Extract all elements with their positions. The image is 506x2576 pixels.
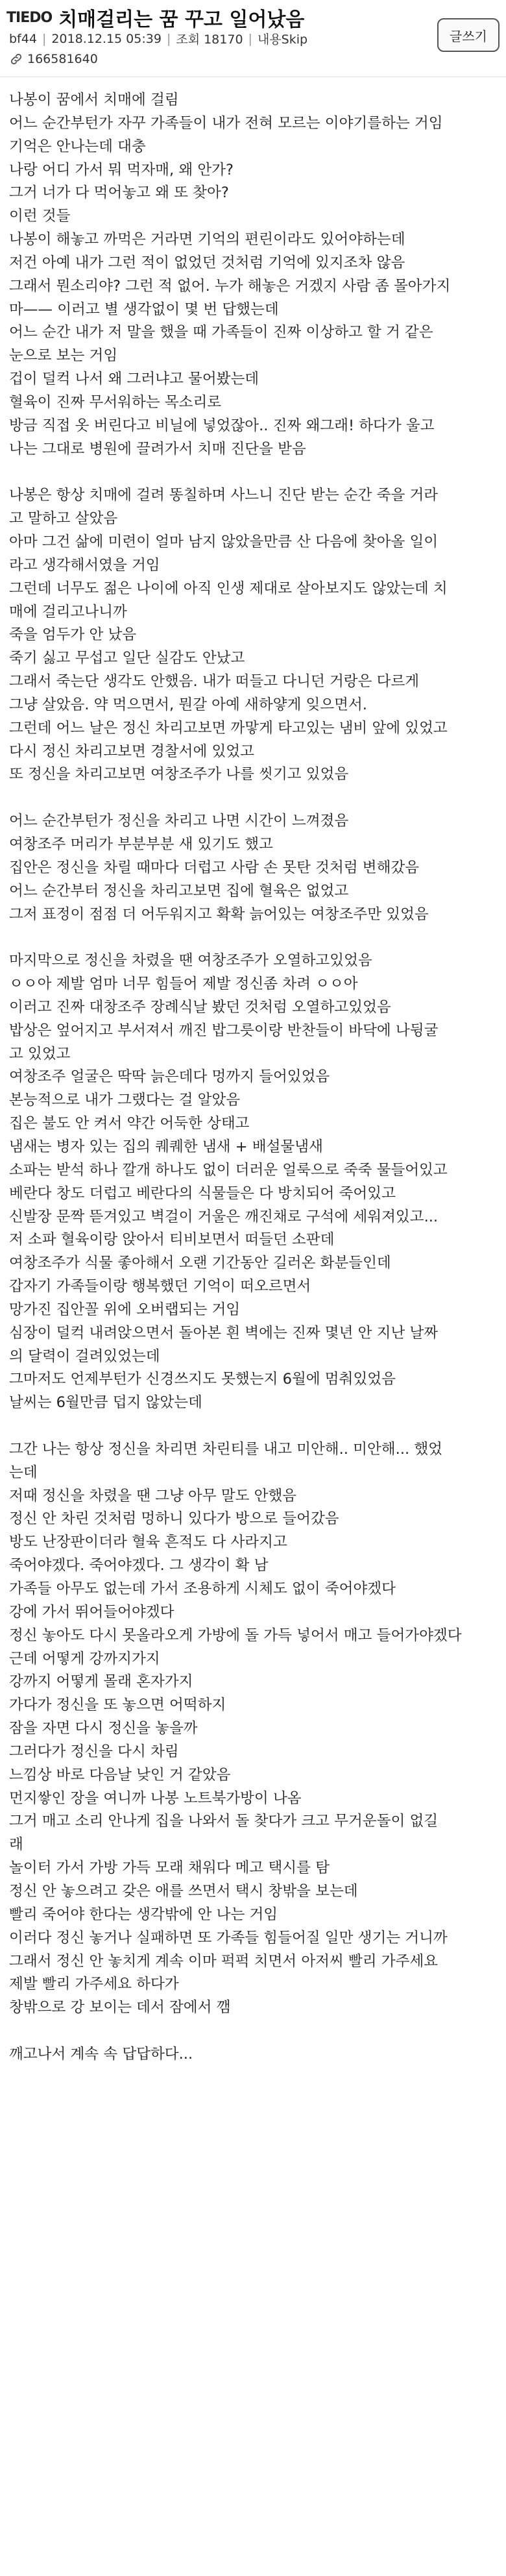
post-link[interactable] [9, 52, 98, 66]
body-line: 나봉은 항상 치매에 걸려 똥칠하며 사느니 진단 받는 순간 죽을 거라 [9, 487, 439, 504]
body-line: 심장이 덜컥 내려앉으면서 돌아본 흰 벽에는 진짜 몇년 안 지난 날짜 [9, 1324, 439, 1342]
body-line: 신발장 문짝 뜯겨있고 벽걸이 거울은 깨진채로 구석에 세워져있고... [9, 1208, 439, 1225]
body-line: 저건 아예 내가 그런 적이 없었던 것처럼 기억에 있지조차 않음 [9, 254, 405, 271]
skip-content-link[interactable]: 내용Skip [257, 32, 308, 47]
body-line: 라고 생각해서였을 거임 [9, 556, 160, 574]
body-line: 기억은 안나는데 대충 [9, 138, 146, 155]
body-line: 망가진 집안꼴 위에 오버랩되는 거임 [9, 1301, 241, 1318]
body-line: 나랑 어디 가서 뭐 먹자매, 왜 안가? [9, 161, 234, 178]
post-meta [9, 30, 307, 47]
body-line: 그마저도 언제부턴가 신경쓰지도 못했는지 6월에 멈춰있었음 [9, 1371, 396, 1388]
body-line: 는데 [9, 1464, 38, 1481]
body-line: 그런데 어느 날은 정신 차리고보면 까맣게 타고있는 냄비 앞에 있었고 [9, 719, 448, 737]
body-line [9, 787, 501, 810]
post-header [0, 0, 506, 77]
body-line: 죽을 엄두가 안 났음 [9, 626, 137, 644]
body-line: 마—— 이러고 별 생각없이 몇 번 답했는데 [9, 301, 279, 318]
body-line: 놀이터 가서 가방 가득 모래 채워다 메고 택시를 탐 [9, 1859, 330, 1877]
body-line: 정신 안 차린 것처럼 멍하니 있다가 방으로 들어갔음 [9, 1510, 339, 1528]
body-line: 집안은 정신을 차릴 때마다 더럽고 사람 손 못탄 것처럼 변해갔음 [9, 859, 420, 876]
body-line: 여창조주 얼굴은 딱딱 늙은데다 멍까지 들어있었음 [9, 1068, 330, 1086]
post-id: 166581640 [27, 52, 98, 66]
body-line: 소파는 받석 하나 깔개 하나도 없이 더러운 얼룩으로 죽죽 물들어있고 [9, 1161, 448, 1179]
body-line: 방도 난장판이더라 혈육 흔적도 다 사라지고 [9, 1534, 287, 1551]
body-line: 여창조주 머리가 부분부분 새 있기도 했고 [9, 836, 273, 853]
body-line: 다시 정신 차리고보면 경찰서에 있었고 [9, 742, 254, 760]
body-line: 밥상은 엎어지고 부서져서 깨진 밥그릇이랑 반찬들이 바닥에 나뒹굴 [9, 1022, 439, 1039]
body-line: 강에 가서 뛰어들어야겠다 [9, 1603, 175, 1621]
body-line: 강까지 어떻게 몰래 혼자가지 [9, 1673, 193, 1691]
body-line: 나봉이 해놓고 까먹은 거라면 기억의 편린이라도 있어야하는데 [9, 231, 405, 249]
body-line: 방금 직접 옷 버린다고 비닐에 넣었잖아.. 진짜 왜그래! 하다가 울고 [9, 417, 435, 434]
body-line: 그거 매고 소리 안나게 집을 나와서 돌 찾다가 크고 무거운돌이 없길 [9, 1813, 439, 1830]
body-line: 날씨는 6월만큼 덥지 않았는데 [9, 1394, 202, 1412]
body-line: 가족들 아무도 없는데 가서 조용하게 시체도 없이 죽어야겠다 [9, 1580, 396, 1597]
body-line: 아마 그건 삶에 미련이 얼마 남지 않았을만큼 산 다음에 찾아올 일이 [9, 534, 439, 551]
body-line: 의 달력이 걸려있었는데 [9, 1347, 160, 1365]
body-line: 잠을 자면 다시 정신을 놓을까 [9, 1720, 198, 1737]
body-line: 가다가 정신을 또 놓으면 어떡하지 [9, 1697, 226, 1714]
body-line: 고 있었고 [9, 1045, 71, 1062]
body-line: 빨리 죽어야 한다는 생각밖에 안 나는 거임 [9, 1906, 278, 1923]
body-line: 제발 빨리 가주세요 하다가 [9, 1976, 179, 1993]
body-line: 그러다가 정신을 다시 차림 [9, 1743, 179, 1760]
post-title: 치매걸리는 꿈 꾸고 일어났음 [58, 8, 305, 31]
body-line: 고 말하고 살았음 [9, 510, 118, 528]
body-line: 먼지쌓인 장을 여니까 나봉 노트북가방이 나옴 [9, 1789, 302, 1807]
body-line: 그런데 너무도 젊은 나이에 아직 인생 제대로 살아보지도 않았는데 치 [9, 580, 448, 597]
body-line: 겁이 덜컥 나서 왜 그러냐고 물어봤는데 [9, 371, 259, 388]
body-line: 또 정신을 차리고보면 여창조주가 나를 씻기고 있었음 [9, 766, 349, 783]
link-icon [9, 52, 23, 66]
body-line: 정신 놓아도 다시 못올라오게 가방에 돌 가득 넣어서 매고 들어가야겠다 [9, 1626, 462, 1644]
body-line: 그래서 죽는단 생각도 안했음. 내가 떠들고 다니던 거랑은 다르게 [9, 673, 420, 691]
write-post-button[interactable]: 글쓰기 [437, 18, 500, 52]
body-line [9, 1415, 501, 1438]
meta-separator: | [166, 31, 171, 46]
post-body [9, 89, 501, 2067]
body-line: 죽어야겠다. 죽어야겠다. 그 생각이 확 남 [9, 1557, 269, 1575]
body-line: 어느 순간부턴가 자꾸 가족들이 내가 전혀 모르는 이야기를하는 거임 [9, 114, 443, 132]
body-line: 죽기 싫고 무섭고 일단 실감도 안났고 [9, 650, 245, 667]
view-count: 조회 18170 [176, 32, 243, 47]
body-line: 그래서 뭔소리야? 그런 적 없어. 누가 해놓은 거겠지 사람 좀 몰아가지 [9, 277, 451, 295]
body-line: 이러다 정신 놓거나 실패하면 또 가족들 힘들어질 일만 생기는 거니까 [9, 1929, 448, 1946]
body-line: 저때 정신을 차렸을 땐 그냥 아무 말도 안했음 [9, 1487, 297, 1504]
body-line: 저 소파 혈육이랑 앉아서 티비보면서 떠들던 소판데 [9, 1231, 335, 1249]
body-line: 나봉이 꿈에서 치매에 걸림 [9, 92, 179, 108]
body-line: 어느 순간부턴가 정신을 차리고 나면 시간이 느껴졌음 [9, 813, 349, 830]
body-line: 매에 걸리고나니까 [9, 603, 127, 620]
body-line [9, 926, 501, 950]
body-line: 그거 너가 다 먹어놓고 왜 또 찾아? [9, 184, 229, 202]
body-line: 느낌상 바로 다음날 낮인 거 같았음 [9, 1766, 231, 1784]
body-line [9, 2020, 501, 2043]
body-line: 창밖으로 강 보이는 데서 잠에서 깸 [9, 1999, 231, 2017]
body-line: 마지막으로 정신을 차렸을 땐 여창조주가 오열하고있었음 [9, 952, 372, 970]
meta-separator: | [248, 31, 252, 46]
body-line: 그간 나는 항상 정신을 차리면 차린티를 내고 미안해.. 미안해... 했었 [9, 1440, 443, 1458]
body-line: ㅇㅇ아 제발 엄마 너무 힘들어 제발 정신좀 차려 ㅇㅇ아 [9, 975, 358, 993]
body-line: 본능적으로 내가 그랬다는 걸 알았음 [9, 1092, 241, 1109]
body-line: 그래서 정신 안 놓치게 계속 이마 퍽퍽 치면서 아저씨 빨리 가주세요 [9, 1952, 439, 1970]
body-line: 나는 그대로 병원에 끌려가서 치매 진단을 받음 [9, 440, 306, 458]
body-line: 어느 순간 내가 저 말을 했을 때 가족들이 진짜 이상하고 할 거 같은 [9, 324, 433, 341]
body-line: 깨고나서 계속 속 답답하다... [9, 2045, 193, 2063]
meta-separator: | [42, 31, 47, 46]
body-line: 집은 불도 안 켜서 약간 어둑한 상태고 [9, 1115, 250, 1133]
body-line: 그저 표정이 점점 더 어두워지고 확확 늙어있는 여창조주만 있었음 [9, 905, 429, 923]
body-line: 어느 순간부터 정신을 차리고보면 집에 혈육은 없었고 [9, 882, 349, 900]
body-line: 혈육이 진짜 무서워하는 목소리로 [9, 393, 222, 411]
body-line: 이러고 진짜 대창조주 장례식날 봤던 것처럼 오열하고있었음 [9, 998, 391, 1016]
body-line: 갑자기 가족들이랑 행복했던 기억이 떠오르면서 [9, 1278, 311, 1295]
body-line [9, 461, 501, 485]
body-line: 그냥 살았음. 약 먹으면서, 뭔갈 아예 새하얗게 잊으면서. [9, 696, 367, 713]
site-logo[interactable]: TIEDO [6, 9, 53, 26]
author-name[interactable]: bf44 [9, 31, 37, 46]
title-row [6, 3, 304, 32]
body-line: 베란다 창도 더럽고 베란다의 식물들은 다 방치되어 죽어있고 [9, 1184, 396, 1202]
post-date: 2018.12.15 05:39 [51, 31, 162, 46]
body-line: 냄새는 병자 있는 집의 퀘퀘한 냄새 + 배설물냄새 [9, 1138, 323, 1155]
body-line: 근데 어떻게 강까지가지 [9, 1650, 160, 1667]
body-line: 정신 안 놓으려고 갖은 애를 쓰면서 택시 창밖을 보는데 [9, 1882, 358, 1900]
body-line: 이런 것들 [9, 208, 71, 225]
body-line: 여창조주가 식물 좋아해서 오랜 기간동안 길러온 화분들인데 [9, 1255, 391, 1272]
body-line: 눈으로 보는 거임 [9, 347, 118, 365]
body-line: 래 [9, 1836, 23, 1854]
